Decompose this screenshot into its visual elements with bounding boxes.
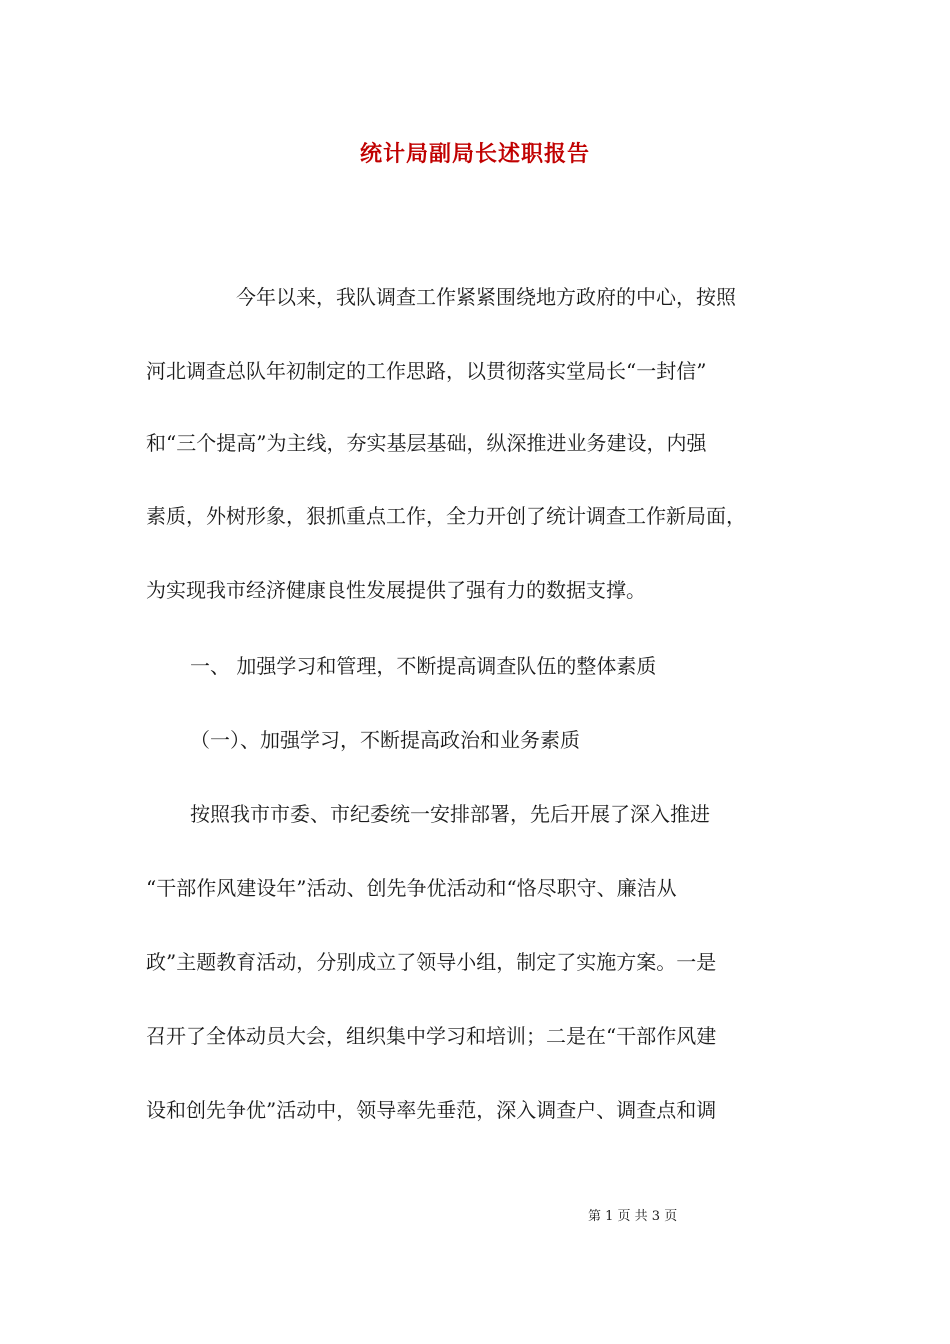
paragraph-line: 河北调查总队年初制定的工作思路，以贯彻落实堂局长“一封信” bbox=[146, 359, 707, 383]
paragraph-line: “干部作风建设年”活动、创先争优活动和“恪尽职守、廉洁从 bbox=[146, 876, 677, 900]
document-title: 统计局副局长述职报告 bbox=[359, 141, 590, 167]
paragraph-line: 素质，外树形象，狠抓重点工作，全力开创了统计调查工作新局面， bbox=[146, 504, 746, 528]
page-number-footer: 第 1 页 共 3 页 bbox=[588, 1209, 678, 1224]
paragraph-line: 今年以来，我队调查工作紧紧围绕地方政府的中心，按照 bbox=[236, 285, 736, 309]
subsection-heading: （一）、加强学习，不断提高政治和业务素质 bbox=[190, 728, 580, 752]
paragraph-line: 和“三个提高”为主线，夯实基层基础，纵深推进业务建设，内强 bbox=[146, 431, 707, 455]
paragraph-line: 按照我市市委、市纪委统一安排部署，先后开展了深入推进 bbox=[190, 802, 710, 826]
paragraph-line: 召开了全体动员大会，组织集中学习和培训；二是在“干部作风建 bbox=[146, 1024, 717, 1048]
paragraph-line: 为实现我市经济健康良性发展提供了强有力的数据支撑。 bbox=[146, 578, 646, 602]
paragraph-line: 政”主题教育活动，分别成立了领导小组，制定了实施方案。一是 bbox=[146, 950, 717, 974]
paragraph-line: 设和创先争优”活动中，领导率先垂范，深入调查户、调查点和调 bbox=[146, 1098, 717, 1122]
section-heading: 一、 加强学习和管理，不断提高调查队伍的整体素质 bbox=[190, 654, 657, 678]
